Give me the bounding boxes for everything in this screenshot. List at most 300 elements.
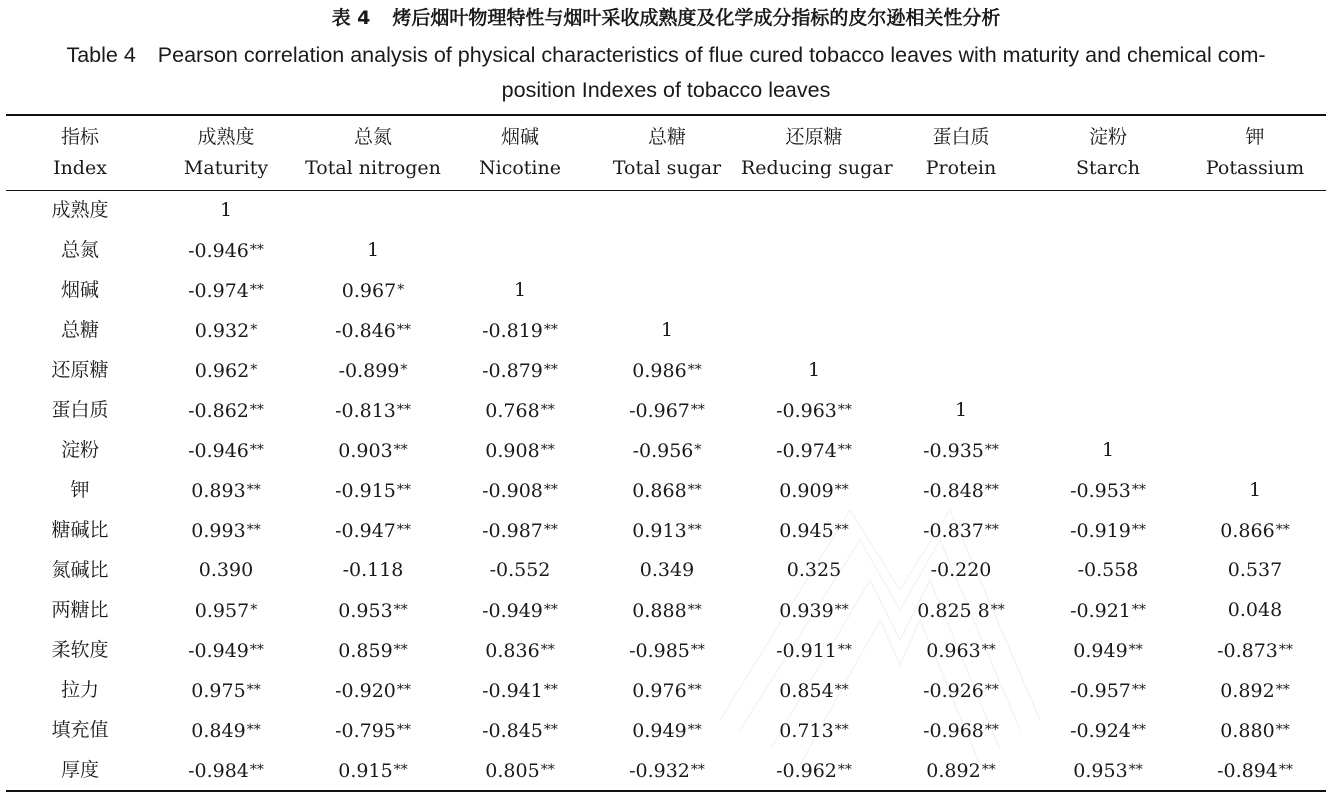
table-cell [594,590,740,630]
cell-value: 1 [513,279,527,301]
significance-marker: ** [837,442,852,458]
row-label: 还原糖 [51,359,109,381]
cell-value: -0.946 [188,440,249,462]
cell-value: -0.987 [482,520,543,542]
significance-marker: ** [543,362,558,378]
cell-value: -0.974 [776,440,837,462]
column-header-en: Protein [925,157,997,179]
row-label: 糖碱比 [51,519,109,541]
table-cell [447,390,593,430]
table-cell [741,430,887,470]
significance-marker: * [400,362,408,378]
significance-marker: ** [543,682,558,698]
table-cell [888,750,1034,790]
cell-value: 1 [1248,479,1262,501]
table-cell [300,670,446,710]
cell-value: -0.921 [1070,600,1131,622]
significance-marker: ** [543,322,558,338]
column-header [7,122,153,184]
cell-value: 1 [219,199,233,221]
table-cell [300,430,446,470]
row-label: 填充值 [51,719,109,741]
table-cell [447,590,593,630]
cell-value: -0.552 [489,559,551,581]
table-cell [594,350,740,390]
cell-value: 0.866 [1220,520,1275,542]
significance-marker: ** [837,762,852,778]
cell-value: -0.935 [923,440,984,462]
significance-marker: * [250,322,258,338]
column-header-en: Index [53,157,107,179]
column-header-en: Maturity [183,157,269,179]
cell-value: -0.908 [482,480,543,502]
table-cell [594,510,740,550]
cell-value: -0.919 [1070,520,1131,542]
significance-marker: ** [396,482,411,498]
table-cell [1182,750,1328,790]
table-cell [594,390,740,430]
significance-marker: ** [1131,602,1146,618]
row-label: 总氮 [60,239,99,261]
significance-marker: ** [393,442,408,458]
table-cell [1035,590,1181,630]
significance-marker: ** [990,602,1005,618]
cell-value: -0.920 [335,680,396,702]
column-header-en: Reducing sugar [741,157,893,179]
table-title-cn [0,4,1332,32]
cell-value: 0.537 [1227,559,1283,581]
column-header-cn: 指标 [60,126,99,148]
table-cell [153,670,299,710]
table-cell [741,390,887,430]
table-cell [1182,550,1328,590]
row-label: 烟碱 [60,279,99,301]
significance-marker: ** [246,722,261,738]
significance-marker: ** [1131,522,1146,538]
cell-value: 0.888 [632,600,687,622]
table-cell [300,750,446,790]
table-cell [447,350,593,390]
significance-marker: * [694,442,702,458]
significance-marker: ** [543,602,558,618]
significance-marker: ** [984,442,999,458]
table-cell [300,550,446,590]
table-cell [300,270,446,310]
cell-value: -0.899 [338,360,400,382]
table-cell [300,630,446,670]
table-cell [1182,470,1328,510]
table-cell [594,310,740,350]
significance-marker: ** [540,762,555,778]
table-cell [1035,430,1181,470]
significance-marker: ** [249,282,264,298]
cell-value: 0.048 [1227,599,1283,621]
table-cell [741,550,887,590]
cell-value: -0.974 [188,280,249,302]
cell-value: 0.836 [485,640,540,662]
row-label: 总糖 [60,319,99,341]
table-cell [888,510,1034,550]
significance-marker: ** [1275,522,1290,538]
significance-marker: ** [834,482,849,498]
significance-marker: * [250,362,258,378]
cell-value: 1 [366,239,380,261]
cell-value: -0.968 [923,720,984,742]
cell-value: 0.986 [632,360,687,382]
table-cell [741,470,887,510]
table-title-en [6,38,1326,108]
significance-marker: ** [396,322,411,338]
table-cell [1182,630,1328,670]
cell-value: -0.911 [776,640,837,662]
column-header-cn: 成熟度 [197,126,255,148]
significance-marker: ** [540,442,555,458]
table-cell [153,430,299,470]
table-cell [300,470,446,510]
row-label: 两糖比 [51,599,109,621]
table-cell [741,350,887,390]
column-header-cn: 还原糖 [785,126,843,148]
table-cell [153,350,299,390]
table-cell [1035,670,1181,710]
cell-value: -0.932 [629,760,690,782]
cell-value: -0.985 [629,640,690,662]
cell-value: 1 [1101,439,1115,461]
cell-value: -0.862 [188,400,249,422]
cell-value: -0.967 [629,400,690,422]
table-cell [447,510,593,550]
cell-value: 0.849 [191,720,246,742]
table-cell [300,390,446,430]
cell-value: 0.953 [1073,760,1128,782]
table-title-en-line1 [6,38,1326,73]
table-cell [594,630,740,670]
cell-value: 0.390 [198,559,254,581]
significance-marker: ** [246,682,261,698]
significance-marker: ** [1128,762,1143,778]
table-cell [741,510,887,550]
table-cell [741,750,887,790]
table-cell [888,630,1034,670]
table-cell [300,710,446,750]
column-header [1035,122,1181,184]
significance-marker: ** [1275,722,1290,738]
significance-marker: ** [687,362,702,378]
significance-marker: ** [1278,642,1293,658]
cell-value: -0.848 [923,480,984,502]
cell-value: -0.953 [1070,480,1131,502]
column-header [594,122,740,184]
cell-value: -0.915 [335,480,396,502]
cell-value: -0.984 [188,760,249,782]
cell-value: 0.949 [632,720,687,742]
significance-marker: * [250,602,258,618]
column-header [300,122,446,184]
column-header-cn: 烟碱 [500,126,539,148]
table-cell [300,230,446,270]
significance-marker: ** [396,522,411,538]
cell-value: 0.868 [632,480,687,502]
cell-value: -0.956 [632,440,694,462]
significance-marker: ** [543,522,558,538]
table-cell [888,710,1034,750]
significance-marker: ** [1278,762,1293,778]
significance-marker: ** [690,762,705,778]
significance-marker: ** [540,642,555,658]
cell-value: 0.963 [926,640,981,662]
cell-value: 0.805 [485,760,540,782]
table-cell [300,310,446,350]
table-cell [888,430,1034,470]
table-top-rule [6,114,1326,116]
column-header [888,122,1034,184]
significance-marker: ** [690,642,705,658]
significance-marker: * [397,282,405,298]
cell-value: -0.957 [1070,680,1131,702]
table-cell [300,510,446,550]
column-header-en: Starch [1076,157,1140,179]
cell-value: -0.949 [188,640,249,662]
table-cell [153,590,299,630]
cell-value: -0.118 [342,559,404,581]
significance-marker: ** [1275,682,1290,698]
table-cell [447,310,593,350]
table-cell [153,550,299,590]
cell-value: -0.924 [1070,720,1131,742]
table-cell [447,270,593,310]
row-label: 氮碱比 [51,559,109,581]
significance-marker: ** [687,602,702,618]
table-cell [741,590,887,630]
column-header-en: Total sugar [612,157,722,179]
column-header-cn: 淀粉 [1088,126,1127,148]
cell-value: -0.946 [188,240,249,262]
significance-marker: ** [834,522,849,538]
table-cell [1182,510,1328,550]
cell-value: -0.894 [1217,760,1278,782]
table-cell [594,550,740,590]
significance-marker: ** [984,722,999,738]
cell-value: -0.220 [930,559,992,581]
cell-value: 0.976 [632,680,687,702]
significance-marker: ** [246,522,261,538]
cell-value: 0.913 [632,520,687,542]
cell-value: 0.932 [194,320,250,342]
table-cell [1035,550,1181,590]
table-cell [153,510,299,550]
significance-marker: ** [837,402,852,418]
column-header [447,122,593,184]
significance-marker: ** [834,682,849,698]
significance-marker: ** [249,402,264,418]
significance-marker: ** [1131,722,1146,738]
significance-marker: ** [393,602,408,618]
cell-value: 0.957 [194,600,250,622]
table-title-cn-text: 烤后烟叶物理特性与烟叶采收成熟度及化学成分指标的皮尔逊相关性分析 [392,7,1001,29]
row-label: 蛋白质 [51,399,109,421]
significance-marker: ** [687,482,702,498]
table-cell [447,430,593,470]
table-cell [300,590,446,630]
table-title-en-text: Pearson correlation analysis of physical characteristics of flue cured tobacco leaves with maturity and chemical com- [157,43,1266,67]
significance-marker: ** [1131,682,1146,698]
significance-marker: ** [981,642,996,658]
table-cell [447,670,593,710]
table-cell [153,470,299,510]
cell-value: 0.939 [779,600,834,622]
table-cell [1035,750,1181,790]
significance-marker: ** [396,402,411,418]
significance-marker: ** [687,682,702,698]
row-label: 拉力 [60,679,99,701]
table-cell [888,550,1034,590]
cell-value: 0.953 [338,600,393,622]
table-cell [594,430,740,470]
cell-value: -0.795 [335,720,396,742]
row-label: 淀粉 [60,439,99,461]
cell-value: 0.825 8 [917,600,990,622]
column-header [153,122,299,184]
column-header-cn: 蛋白质 [932,126,990,148]
cell-value: -0.813 [335,400,396,422]
table-bottom-rule [6,790,1326,792]
cell-value: -0.837 [923,520,984,542]
row-label: 厚度 [60,759,99,781]
table-cell [153,630,299,670]
cell-value: 0.993 [191,520,246,542]
table-cell [153,710,299,750]
table-cell [447,710,593,750]
table-cell [447,750,593,790]
table-cell [447,470,593,510]
significance-marker: ** [249,242,264,258]
column-header [741,122,893,184]
table-cell [153,310,299,350]
significance-marker: ** [984,522,999,538]
cell-value: -0.941 [482,680,543,702]
table-cell [888,390,1034,430]
cell-value: -0.879 [482,360,543,382]
cell-value: 0.962 [194,360,250,382]
cell-value: 0.854 [779,680,834,702]
table-cell [1035,510,1181,550]
table-cell [594,710,740,750]
significance-marker: ** [837,642,852,658]
significance-marker: ** [1131,482,1146,498]
significance-marker: ** [687,522,702,538]
significance-marker: ** [1128,642,1143,658]
cell-value: 0.859 [338,640,393,662]
cell-value: 0.892 [1220,680,1275,702]
cell-value: 0.975 [191,680,246,702]
table-cell [594,750,740,790]
column-header-cn: 总糖 [647,126,686,148]
table-cell [1035,470,1181,510]
cell-value: -0.558 [1077,559,1139,581]
cell-value: 0.949 [1073,640,1128,662]
column-header [1182,122,1328,184]
cell-value: -0.926 [923,680,984,702]
table-cell [888,670,1034,710]
cell-value: 0.713 [779,720,834,742]
table-cell [1182,590,1328,630]
table-cell [300,350,446,390]
significance-marker: ** [984,482,999,498]
column-header-cn: 总氮 [353,126,392,148]
column-header-en: Total nitrogen [305,157,441,179]
significance-marker: ** [690,402,705,418]
cell-value: -0.947 [335,520,396,542]
significance-marker: ** [984,682,999,698]
column-header-cn: 钾 [1245,126,1265,148]
cell-value: 0.893 [191,480,246,502]
cell-value: -0.873 [1217,640,1278,662]
table-cell [1182,670,1328,710]
table-cell [741,670,887,710]
cell-value: 0.967 [341,280,397,302]
significance-marker: ** [834,722,849,738]
cell-value: 0.903 [338,440,393,462]
row-label: 成熟度 [51,199,109,221]
significance-marker: ** [540,402,555,418]
column-header-en: Nicotine [479,157,561,179]
significance-marker: ** [543,722,558,738]
significance-marker: ** [393,762,408,778]
table-title-en-line2: position Indexes of tobacco leaves [501,78,831,102]
table-cell [153,750,299,790]
significance-marker: ** [834,602,849,618]
cell-value: 0.768 [485,400,540,422]
significance-marker: ** [543,482,558,498]
table-cell [888,470,1034,510]
significance-marker: ** [396,722,411,738]
table-number-cn: 表 4 [331,7,371,29]
cell-value: 1 [660,319,674,341]
table-cell [741,710,887,750]
row-label: 柔软度 [51,639,109,661]
cell-value: 0.325 [786,559,842,581]
column-header-en: Potassium [1205,157,1305,179]
table-cell [153,390,299,430]
table-cell [447,550,593,590]
table-cell [594,470,740,510]
table-cell [153,230,299,270]
significance-marker: ** [249,642,264,658]
significance-marker: ** [396,682,411,698]
table-cell [1182,710,1328,750]
significance-marker: ** [981,762,996,778]
cell-value: 0.909 [779,480,834,502]
significance-marker: ** [249,442,264,458]
cell-value: 0.892 [926,760,981,782]
table-cell [1035,710,1181,750]
table-cell [594,670,740,710]
cell-value: 0.908 [485,440,540,462]
table-cell [888,590,1034,630]
cell-value: -0.963 [776,400,837,422]
cell-value: -0.962 [776,760,837,782]
row-label: 钾 [70,479,90,501]
cell-value: 0.915 [338,760,393,782]
cell-value: 1 [954,399,968,421]
table-cell [153,270,299,310]
cell-value: -0.846 [335,320,396,342]
cell-value: -0.845 [482,720,543,742]
significance-marker: ** [249,762,264,778]
table-cell [1035,630,1181,670]
table-cell [741,630,887,670]
cell-value: -0.949 [482,600,543,622]
